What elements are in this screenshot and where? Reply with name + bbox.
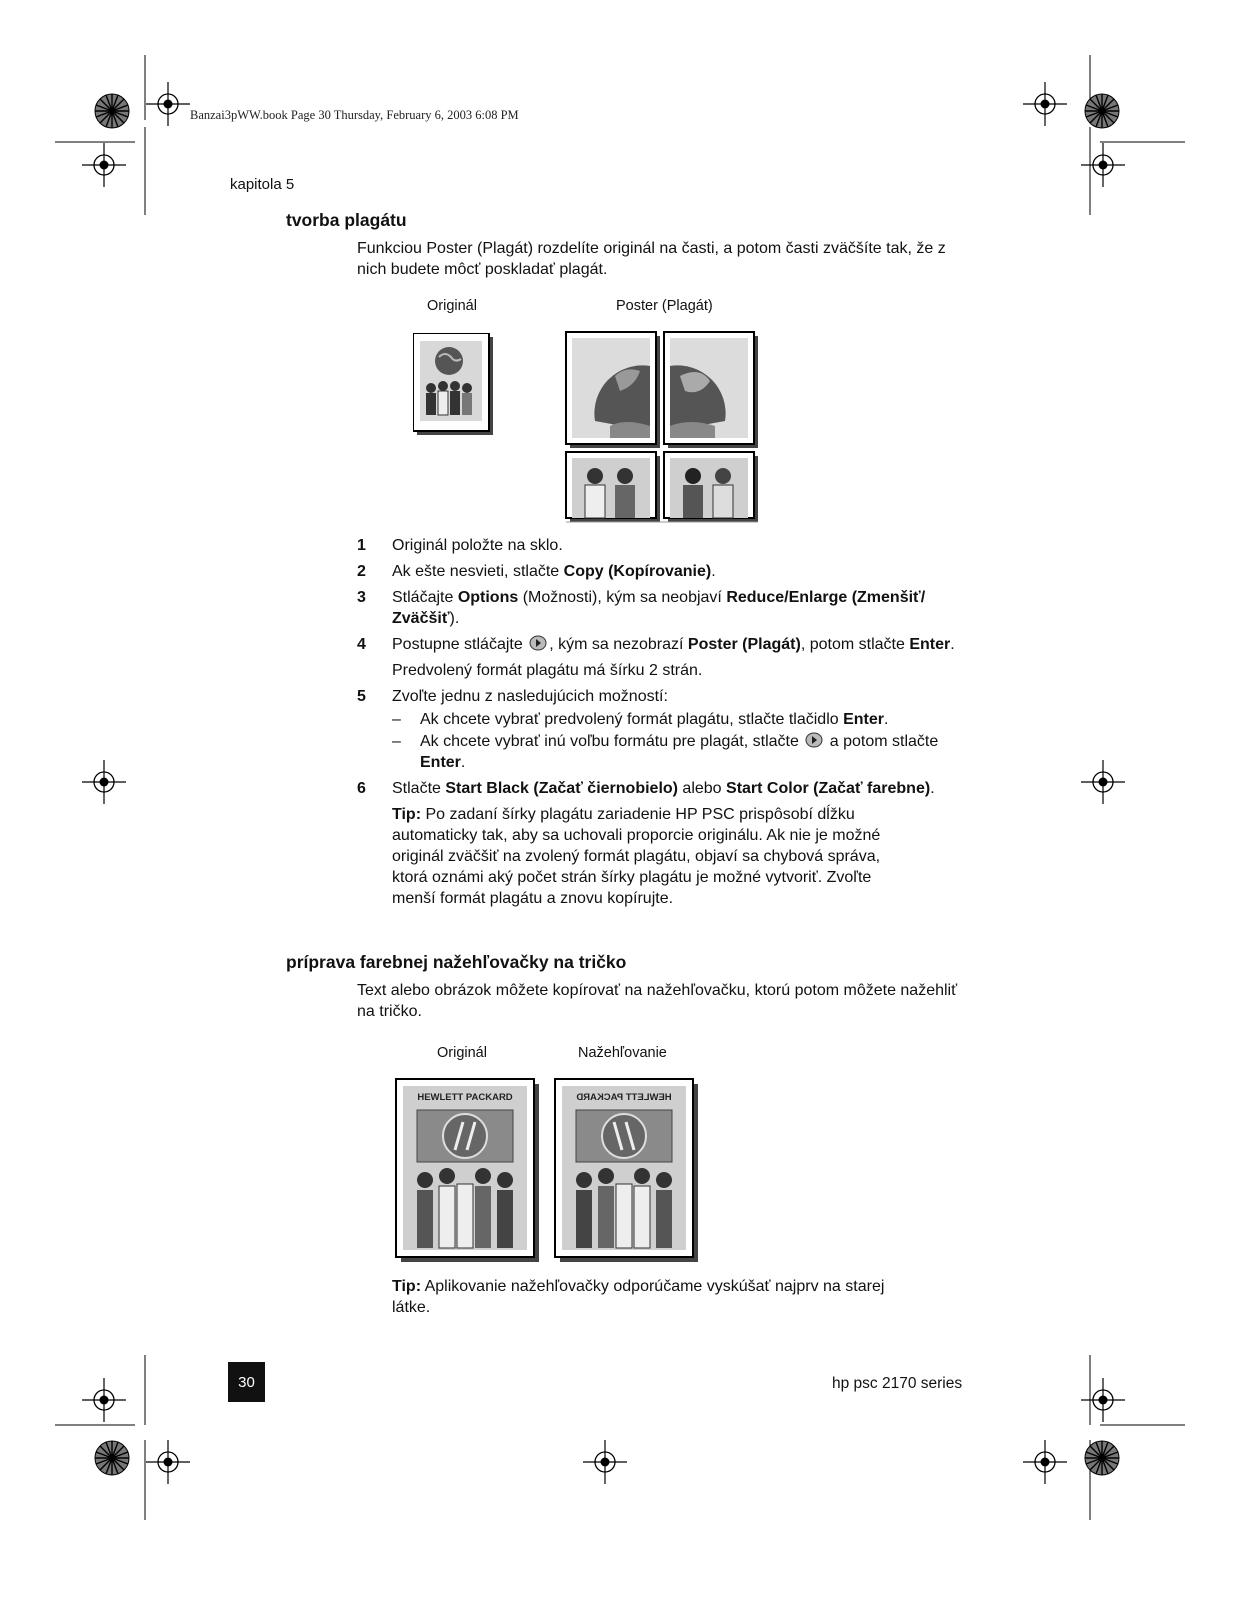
text: Stláčajte — [392, 589, 458, 606]
section-title-iron-on: príprava farebnej nažehľovačky na tričko — [286, 952, 627, 972]
step-number: 6 — [357, 780, 366, 797]
text: Ak chcete vybrať predvolený formát plagátu, stlačte tlačidlo — [420, 711, 844, 728]
tip-text: Aplikovanie nažehľovačky odporúčame vyskúšať najprv na starej látke. — [392, 1278, 885, 1316]
text: . — [460, 754, 466, 771]
step-2 — [357, 561, 977, 582]
step-text — [392, 634, 977, 655]
page-number: 30 — [228, 1362, 265, 1402]
menu-option: Poster (Plagát) — [687, 636, 801, 653]
original-iron-on-photo — [395, 1078, 541, 1264]
bullet-text — [420, 731, 977, 773]
tip-text: Po zadaní šírky plagátu zariadenie HP PSC prispôsobí dĺžku automaticky tak, aby sa uchovali proporcie originálu. Ak nie je možné originál zväčšiť na zvolený formát plagátu, objaví sa chybová správa, ktorá oznámi aký počet strán šírky plagátu je možné vytvoriť. Zvoľte menší formát plagátu a znovu kopírujte. — [392, 806, 881, 907]
chapter-label: kapitola 5 — [230, 176, 295, 193]
step-4 — [357, 634, 977, 655]
label-poster: Poster (Plagát) — [616, 298, 713, 314]
right-arrow-button-icon — [805, 731, 823, 749]
iron-on-intro: Text alebo obrázok môžete kopírovať na nažehľovačku, ktorú potom môžete nažehliť na tričko. — [357, 982, 958, 1020]
step-text — [392, 587, 977, 629]
step-number: 4 — [357, 636, 366, 653]
original-photo — [413, 333, 495, 437]
dash: – — [392, 733, 401, 750]
button-name: Start Color (Začať farebne) — [726, 780, 931, 797]
step-text: Zvoľte jednu z nasledujúcich možností: — [392, 688, 668, 705]
step-number: 5 — [357, 688, 366, 705]
menu-option: Reduce/Enlarge (Zmenšiť/ Zväčšiť — [392, 589, 926, 627]
text: alebo — [677, 780, 727, 797]
text: . — [711, 563, 716, 580]
text: (Možnosti), kým sa neobjaví — [518, 589, 727, 606]
text: . — [950, 636, 955, 653]
mirrored-iron-on-photo — [554, 1078, 700, 1264]
poster-intro: Funkciou Poster (Plagát) rozdelíte originál na časti, a potom časti zväčšíte tak, že z nich budete môcť poskladať plagát. — [357, 240, 946, 278]
banner-text: HEWLETT PACKARD — [417, 1092, 513, 1103]
poster-steps — [357, 535, 977, 914]
poster-tip — [357, 804, 892, 909]
step-number: 3 — [357, 589, 366, 606]
section-title-poster: tvorba plagátu — [286, 210, 407, 230]
tip-label: Tip: — [392, 1278, 422, 1295]
button-name: Enter — [843, 711, 885, 728]
print-slug: Banzai3pWW.book Page 30 Thursday, February 6, 2003 6:08 PM — [190, 108, 519, 122]
step-5 — [357, 686, 977, 707]
label-original: Originál — [427, 298, 477, 314]
tip-label: Tip: — [392, 806, 422, 823]
button-name: Copy (Kopírovanie) — [563, 563, 712, 580]
dash: – — [392, 711, 401, 728]
step-text — [392, 561, 977, 582]
option-bullet-1 — [357, 709, 977, 730]
label-original: Originál — [437, 1045, 487, 1061]
text: Stlačte — [392, 780, 446, 797]
step-6 — [357, 778, 977, 799]
poster-photo-grid — [565, 331, 760, 523]
step-4-note: Predvolený formát plagátu má šírku 2 strán. — [392, 662, 703, 679]
step-1 — [357, 535, 977, 556]
iron-on-tip — [392, 1276, 912, 1318]
text: , kým sa nezobrazí — [549, 636, 688, 653]
step-text: Originál položte na sklo. — [392, 537, 563, 554]
step-3 — [357, 587, 977, 629]
button-name: Enter — [909, 636, 951, 653]
text: a potom stlačte — [825, 733, 939, 750]
text: ). — [449, 610, 460, 627]
right-arrow-button-icon — [529, 634, 547, 652]
step-number: 1 — [357, 537, 366, 554]
text: Ak ešte nesvieti, stlačte — [392, 563, 564, 580]
step-number: 2 — [357, 563, 366, 580]
step-text — [392, 778, 977, 799]
bullet-text — [420, 709, 977, 730]
button-name: Options — [457, 589, 519, 606]
label-transfer: Nažehľovanie — [578, 1045, 667, 1061]
text: , potom stlačte — [800, 636, 910, 653]
option-bullet-2 — [357, 731, 977, 773]
product-name: hp psc 2170 series — [832, 1375, 963, 1392]
button-name: Enter — [420, 754, 461, 771]
text: . — [884, 711, 889, 728]
banner-text-mirrored: HEWLETT PACKARD — [576, 1092, 672, 1103]
text: Ak chcete vybrať inú voľbu formátu pre plagát, stlačte — [420, 733, 804, 750]
button-name: Start Black (Začať čiernobielo) — [445, 780, 678, 797]
text: Postupne stláčajte — [392, 636, 528, 653]
text: . — [930, 780, 935, 797]
